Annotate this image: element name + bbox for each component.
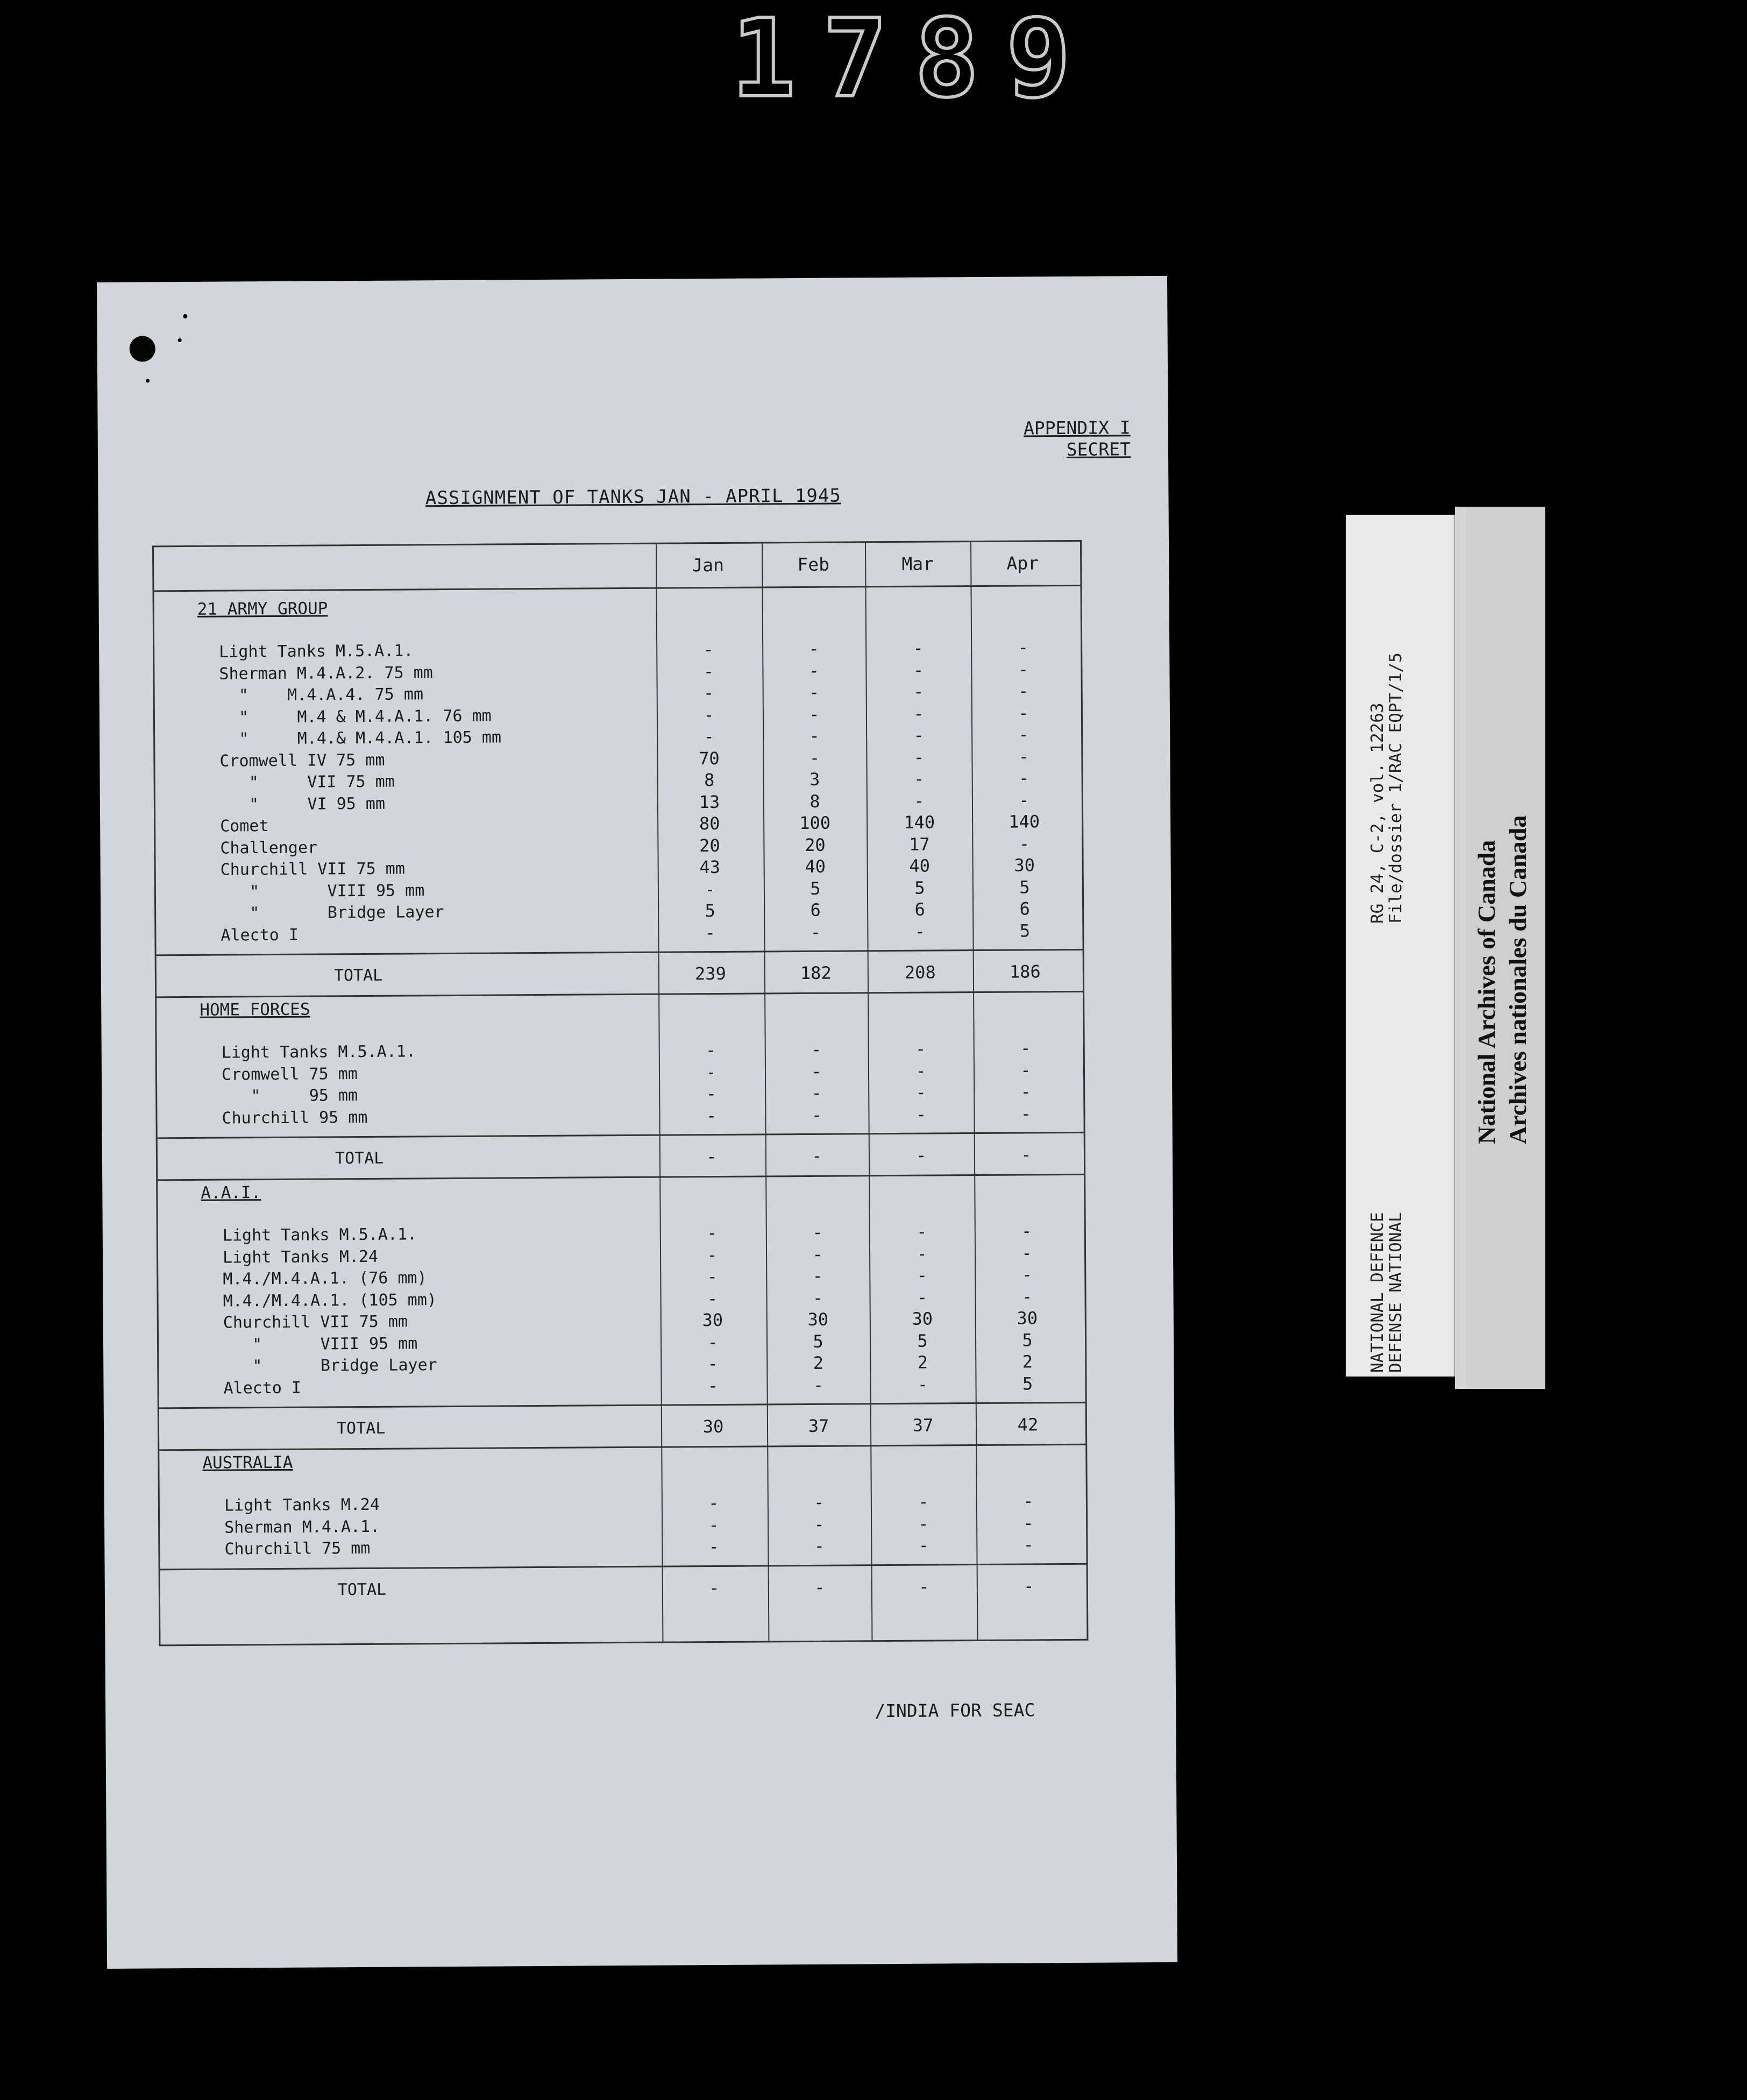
row-label: " VIII 95 mm bbox=[220, 881, 425, 902]
table-cell: 30 bbox=[912, 1308, 933, 1329]
table-cell: - bbox=[808, 660, 820, 681]
row-label: Comet bbox=[220, 817, 269, 836]
table-cell: - bbox=[707, 1353, 719, 1374]
column-header: Jan bbox=[692, 554, 725, 576]
section-divider bbox=[159, 1444, 1085, 1451]
table-cell: - bbox=[915, 1038, 926, 1059]
section-divider bbox=[160, 1563, 1086, 1570]
table-cell: - bbox=[918, 1513, 929, 1534]
punch-hole-mark bbox=[178, 338, 182, 342]
row-label: Light Tanks M.5.A.1. bbox=[221, 1042, 416, 1062]
department-label bbox=[1368, 1212, 1405, 1373]
table-cell: - bbox=[707, 1244, 718, 1265]
total-cell: - bbox=[919, 1576, 929, 1597]
tank-assignment-table bbox=[152, 540, 1088, 1647]
table-cell: - bbox=[703, 661, 714, 682]
row-label: M.4./M.4.A.1. (76 mm) bbox=[223, 1268, 427, 1289]
table-cell: 43 bbox=[699, 856, 721, 878]
table-cell: - bbox=[812, 1265, 823, 1286]
row-label: Light Tanks M.5.A.1. bbox=[219, 641, 414, 662]
table-cell: 80 bbox=[699, 813, 720, 834]
table-cell: - bbox=[708, 1492, 719, 1514]
table-cell: - bbox=[811, 1061, 822, 1082]
table-cell: 2 bbox=[1022, 1351, 1033, 1372]
total-cell: 208 bbox=[904, 962, 936, 983]
table-cell: - bbox=[708, 1514, 719, 1535]
table-cell: 20 bbox=[805, 834, 826, 855]
table-cell: 6 bbox=[810, 899, 821, 920]
section-title: A.A.I. bbox=[201, 1183, 261, 1203]
table-cell: - bbox=[1018, 724, 1029, 745]
table-cell: - bbox=[706, 1083, 716, 1104]
section-title: HOME FORCES bbox=[200, 999, 310, 1020]
table-cell: - bbox=[913, 659, 924, 680]
row-label: " M.4 & M.4.A.1. 76 mm bbox=[219, 706, 492, 727]
total-cell: - bbox=[1024, 1575, 1034, 1597]
table-cell: 5 bbox=[813, 1331, 823, 1352]
table-cell: - bbox=[706, 1061, 716, 1082]
table-cell: - bbox=[917, 1265, 928, 1286]
table-cell: 5 bbox=[914, 877, 925, 898]
table-cell: - bbox=[917, 1374, 928, 1395]
row-label: Churchill 75 mm bbox=[224, 1538, 371, 1559]
section-title: 21 ARMY GROUP bbox=[197, 599, 328, 619]
table-cell: - bbox=[706, 1105, 717, 1126]
row-label: " 95 mm bbox=[222, 1086, 358, 1106]
punch-hole-mark bbox=[183, 314, 187, 318]
column-divider bbox=[762, 543, 769, 1641]
table-cell: - bbox=[915, 1082, 926, 1103]
reference-line2: File/dossier 1/RAC EQPT/1/5 bbox=[1386, 652, 1405, 924]
row-label: " VIII 95 mm bbox=[223, 1333, 418, 1354]
total-cell: - bbox=[812, 1145, 822, 1166]
table-cell: 40 bbox=[805, 856, 826, 877]
table-cell: - bbox=[913, 725, 924, 746]
table-cell: - bbox=[1019, 789, 1029, 811]
document-page bbox=[97, 276, 1177, 1969]
table-cell: 17 bbox=[909, 834, 930, 855]
table-cell: - bbox=[1023, 1491, 1034, 1512]
archive-name-fr: Archives nationales du Canada bbox=[1504, 815, 1531, 1144]
table-cell: - bbox=[1021, 1264, 1033, 1285]
total-cell: - bbox=[709, 1577, 720, 1598]
total-label: TOTAL bbox=[337, 1580, 387, 1599]
punch-hole bbox=[130, 336, 155, 361]
row-label: Alecto I bbox=[221, 925, 299, 945]
table-cell: - bbox=[808, 682, 820, 703]
table-cell: - bbox=[917, 1221, 927, 1242]
table-cell: - bbox=[707, 1222, 718, 1244]
column-divider bbox=[656, 544, 663, 1642]
table-cell: 30 bbox=[807, 1309, 829, 1330]
table-cell: - bbox=[1021, 1221, 1032, 1241]
total-cell: - bbox=[706, 1146, 717, 1167]
table-cell: 8 bbox=[809, 791, 820, 812]
appendix-header bbox=[915, 417, 1131, 461]
table-cell: - bbox=[812, 1287, 823, 1308]
section-title: AUSTRALIA bbox=[202, 1452, 293, 1473]
table-cell: - bbox=[913, 768, 925, 789]
row-label: " Bridge Layer bbox=[221, 903, 444, 923]
row-label: Churchill VII 75 mm bbox=[223, 1312, 408, 1332]
archive-reference bbox=[1368, 652, 1405, 924]
table-cell: - bbox=[705, 878, 715, 899]
table-cell: - bbox=[707, 1331, 718, 1352]
table-cell: - bbox=[914, 790, 925, 811]
table-cell: - bbox=[1019, 833, 1030, 854]
table-cell: - bbox=[913, 681, 924, 702]
table-cell: - bbox=[913, 637, 924, 658]
table-cell: - bbox=[704, 704, 714, 725]
table-cell: - bbox=[707, 1375, 719, 1396]
total-cell: 37 bbox=[808, 1415, 829, 1436]
table-cell: 5 bbox=[705, 900, 715, 921]
table-cell: - bbox=[809, 725, 820, 746]
table-cell: - bbox=[1023, 1512, 1034, 1534]
table-cell: - bbox=[915, 1104, 927, 1125]
table-cell: 30 bbox=[702, 1309, 723, 1331]
table-cell: - bbox=[918, 1535, 929, 1556]
table-cell: - bbox=[917, 1243, 927, 1264]
table-cell: 100 bbox=[799, 812, 831, 834]
row-label: Light Tanks M.24 bbox=[224, 1495, 380, 1515]
table-cell: - bbox=[705, 1039, 716, 1061]
total-label: TOTAL bbox=[335, 1148, 384, 1168]
table-cell: - bbox=[707, 1288, 718, 1309]
table-cell: 5 bbox=[1022, 1373, 1033, 1394]
table-cell: - bbox=[703, 639, 714, 660]
column-divider bbox=[970, 542, 978, 1640]
table-cell: 30 bbox=[1017, 1308, 1038, 1329]
section-divider bbox=[158, 1174, 1084, 1181]
table-cell: 2 bbox=[813, 1352, 824, 1373]
total-label: TOTAL bbox=[333, 966, 383, 985]
table-cell: - bbox=[1018, 680, 1029, 701]
row-label: Cromwell 75 mm bbox=[221, 1064, 358, 1084]
table-cell: - bbox=[1023, 1534, 1034, 1555]
section-divider bbox=[159, 1402, 1085, 1409]
table-cell: - bbox=[1020, 1038, 1031, 1059]
reference-line1: RG 24, C-2, vol. 12263 bbox=[1368, 703, 1387, 924]
table-cell: 5 bbox=[1022, 1329, 1033, 1351]
punch-hole-mark bbox=[146, 379, 150, 382]
document-title: ASSIGNMENT OF TANKS JAN - APRIL 1945 bbox=[425, 485, 842, 509]
table-cell: - bbox=[1018, 702, 1029, 723]
total-cell: 186 bbox=[1009, 961, 1041, 982]
table-cell: 5 bbox=[917, 1330, 928, 1351]
total-cell: - bbox=[916, 1145, 927, 1166]
row-label: Sherman M.4.A.1. bbox=[224, 1517, 380, 1537]
table-cell: 5 bbox=[810, 878, 821, 899]
table-cell: - bbox=[811, 1039, 822, 1060]
row-label: " VI 95 mm bbox=[219, 794, 386, 814]
table-cell: - bbox=[913, 703, 924, 724]
table-cell: - bbox=[1020, 1059, 1031, 1081]
archive-reference-strip bbox=[1346, 515, 1460, 1377]
table-cell: 140 bbox=[1009, 811, 1040, 832]
table-cell: - bbox=[813, 1374, 824, 1395]
table-cell: 5 bbox=[1019, 920, 1031, 941]
total-cell: 182 bbox=[800, 962, 832, 984]
column-header: Apr bbox=[1006, 552, 1039, 574]
row-label: " M.4.A.4. 75 mm bbox=[219, 685, 424, 705]
row-label: " VII 75 mm bbox=[219, 772, 395, 792]
total-cell: 42 bbox=[1017, 1414, 1039, 1435]
table-cell: - bbox=[809, 704, 820, 725]
archive-name-en: National Archives of Canada bbox=[1473, 840, 1500, 1144]
table-cell: - bbox=[1018, 658, 1029, 680]
table-cell: - bbox=[1018, 746, 1029, 767]
table-cell: - bbox=[708, 1536, 720, 1557]
column-divider bbox=[865, 543, 872, 1640]
table-cell: - bbox=[915, 1060, 926, 1081]
row-label: Light Tanks M.24 bbox=[222, 1247, 379, 1267]
classification-label: SECRET bbox=[1066, 438, 1131, 460]
table-cell: - bbox=[1020, 1103, 1032, 1124]
table-cell: 40 bbox=[909, 855, 931, 876]
appendix-label: APPENDIX I bbox=[1023, 417, 1131, 439]
row-label: Sherman M.4.A.2. 75 mm bbox=[219, 663, 433, 684]
total-cell: 239 bbox=[694, 963, 726, 984]
total-cell: - bbox=[1021, 1144, 1032, 1165]
table-cell: 30 bbox=[1014, 855, 1035, 876]
row-label: Challenger bbox=[220, 838, 318, 858]
archive-name bbox=[1471, 815, 1533, 1144]
table-cell: - bbox=[705, 922, 716, 943]
table-cell: - bbox=[1021, 1242, 1032, 1264]
table-cell: - bbox=[1020, 1081, 1031, 1102]
table-cell: - bbox=[913, 747, 925, 768]
table-cell: - bbox=[809, 747, 820, 768]
table-cell: - bbox=[1018, 768, 1029, 789]
column-header: Feb bbox=[797, 554, 830, 576]
section-divider bbox=[158, 1132, 1084, 1139]
column-header: Mar bbox=[901, 553, 934, 574]
row-label: " Bridge Layer bbox=[223, 1356, 437, 1376]
table-cell: 6 bbox=[1019, 898, 1030, 919]
row-label: Light Tanks M.5.A.1. bbox=[222, 1225, 417, 1245]
section-divider bbox=[157, 949, 1083, 956]
total-cell: 37 bbox=[912, 1415, 934, 1436]
department-line1: NATIONAL DEFENCE bbox=[1368, 1212, 1387, 1373]
table-cell: - bbox=[1018, 637, 1028, 658]
total-cell: - bbox=[814, 1577, 825, 1598]
table-cell: - bbox=[811, 1082, 822, 1103]
header-divider bbox=[154, 585, 1080, 592]
table-cell: 20 bbox=[699, 835, 720, 856]
table-cell: 3 bbox=[809, 769, 820, 790]
total-label: TOTAL bbox=[336, 1418, 386, 1438]
row-label: Alecto I bbox=[223, 1378, 302, 1398]
frame-number: 1789 bbox=[731, 0, 1098, 122]
row-label: Churchill 95 mm bbox=[222, 1108, 368, 1128]
table-cell: - bbox=[814, 1514, 825, 1535]
total-cell: 30 bbox=[702, 1416, 724, 1437]
table-cell: 5 bbox=[1019, 876, 1030, 898]
table-cell: 140 bbox=[904, 812, 935, 833]
section-divider bbox=[157, 991, 1083, 998]
table-cell: - bbox=[914, 921, 926, 942]
department-line2: DEFENSE NATIONAL bbox=[1386, 1212, 1405, 1373]
table-cell: - bbox=[1021, 1286, 1033, 1307]
table-cell: - bbox=[810, 921, 821, 942]
table-cell: 6 bbox=[914, 899, 925, 920]
table-cell: - bbox=[808, 638, 819, 659]
table-cell: 8 bbox=[704, 770, 715, 791]
catchword: /INDIA FOR SEAC bbox=[875, 1699, 1035, 1722]
archive-name-strip bbox=[1455, 507, 1545, 1389]
table-cell: - bbox=[703, 683, 714, 704]
row-label: M.4./M.4.A.1. (105 mm) bbox=[223, 1290, 437, 1311]
table-cell: 2 bbox=[917, 1352, 928, 1373]
table-cell: - bbox=[812, 1222, 823, 1243]
table-cell: - bbox=[704, 726, 714, 747]
table-cell: 13 bbox=[699, 791, 720, 812]
row-label: " M.4.& M.4.A.1. 105 mm bbox=[219, 728, 502, 749]
table-cell: - bbox=[917, 1287, 928, 1308]
table-cell: 70 bbox=[699, 748, 720, 769]
table-cell: - bbox=[707, 1266, 718, 1287]
table-cell: - bbox=[918, 1491, 929, 1512]
table-cell: - bbox=[811, 1104, 822, 1125]
row-label: Churchill VII 75 mm bbox=[220, 859, 405, 879]
table-cell: - bbox=[814, 1535, 825, 1556]
row-label: Cromwell IV 75 mm bbox=[219, 750, 385, 771]
table-cell: - bbox=[812, 1244, 823, 1265]
table-cell: - bbox=[814, 1492, 825, 1513]
